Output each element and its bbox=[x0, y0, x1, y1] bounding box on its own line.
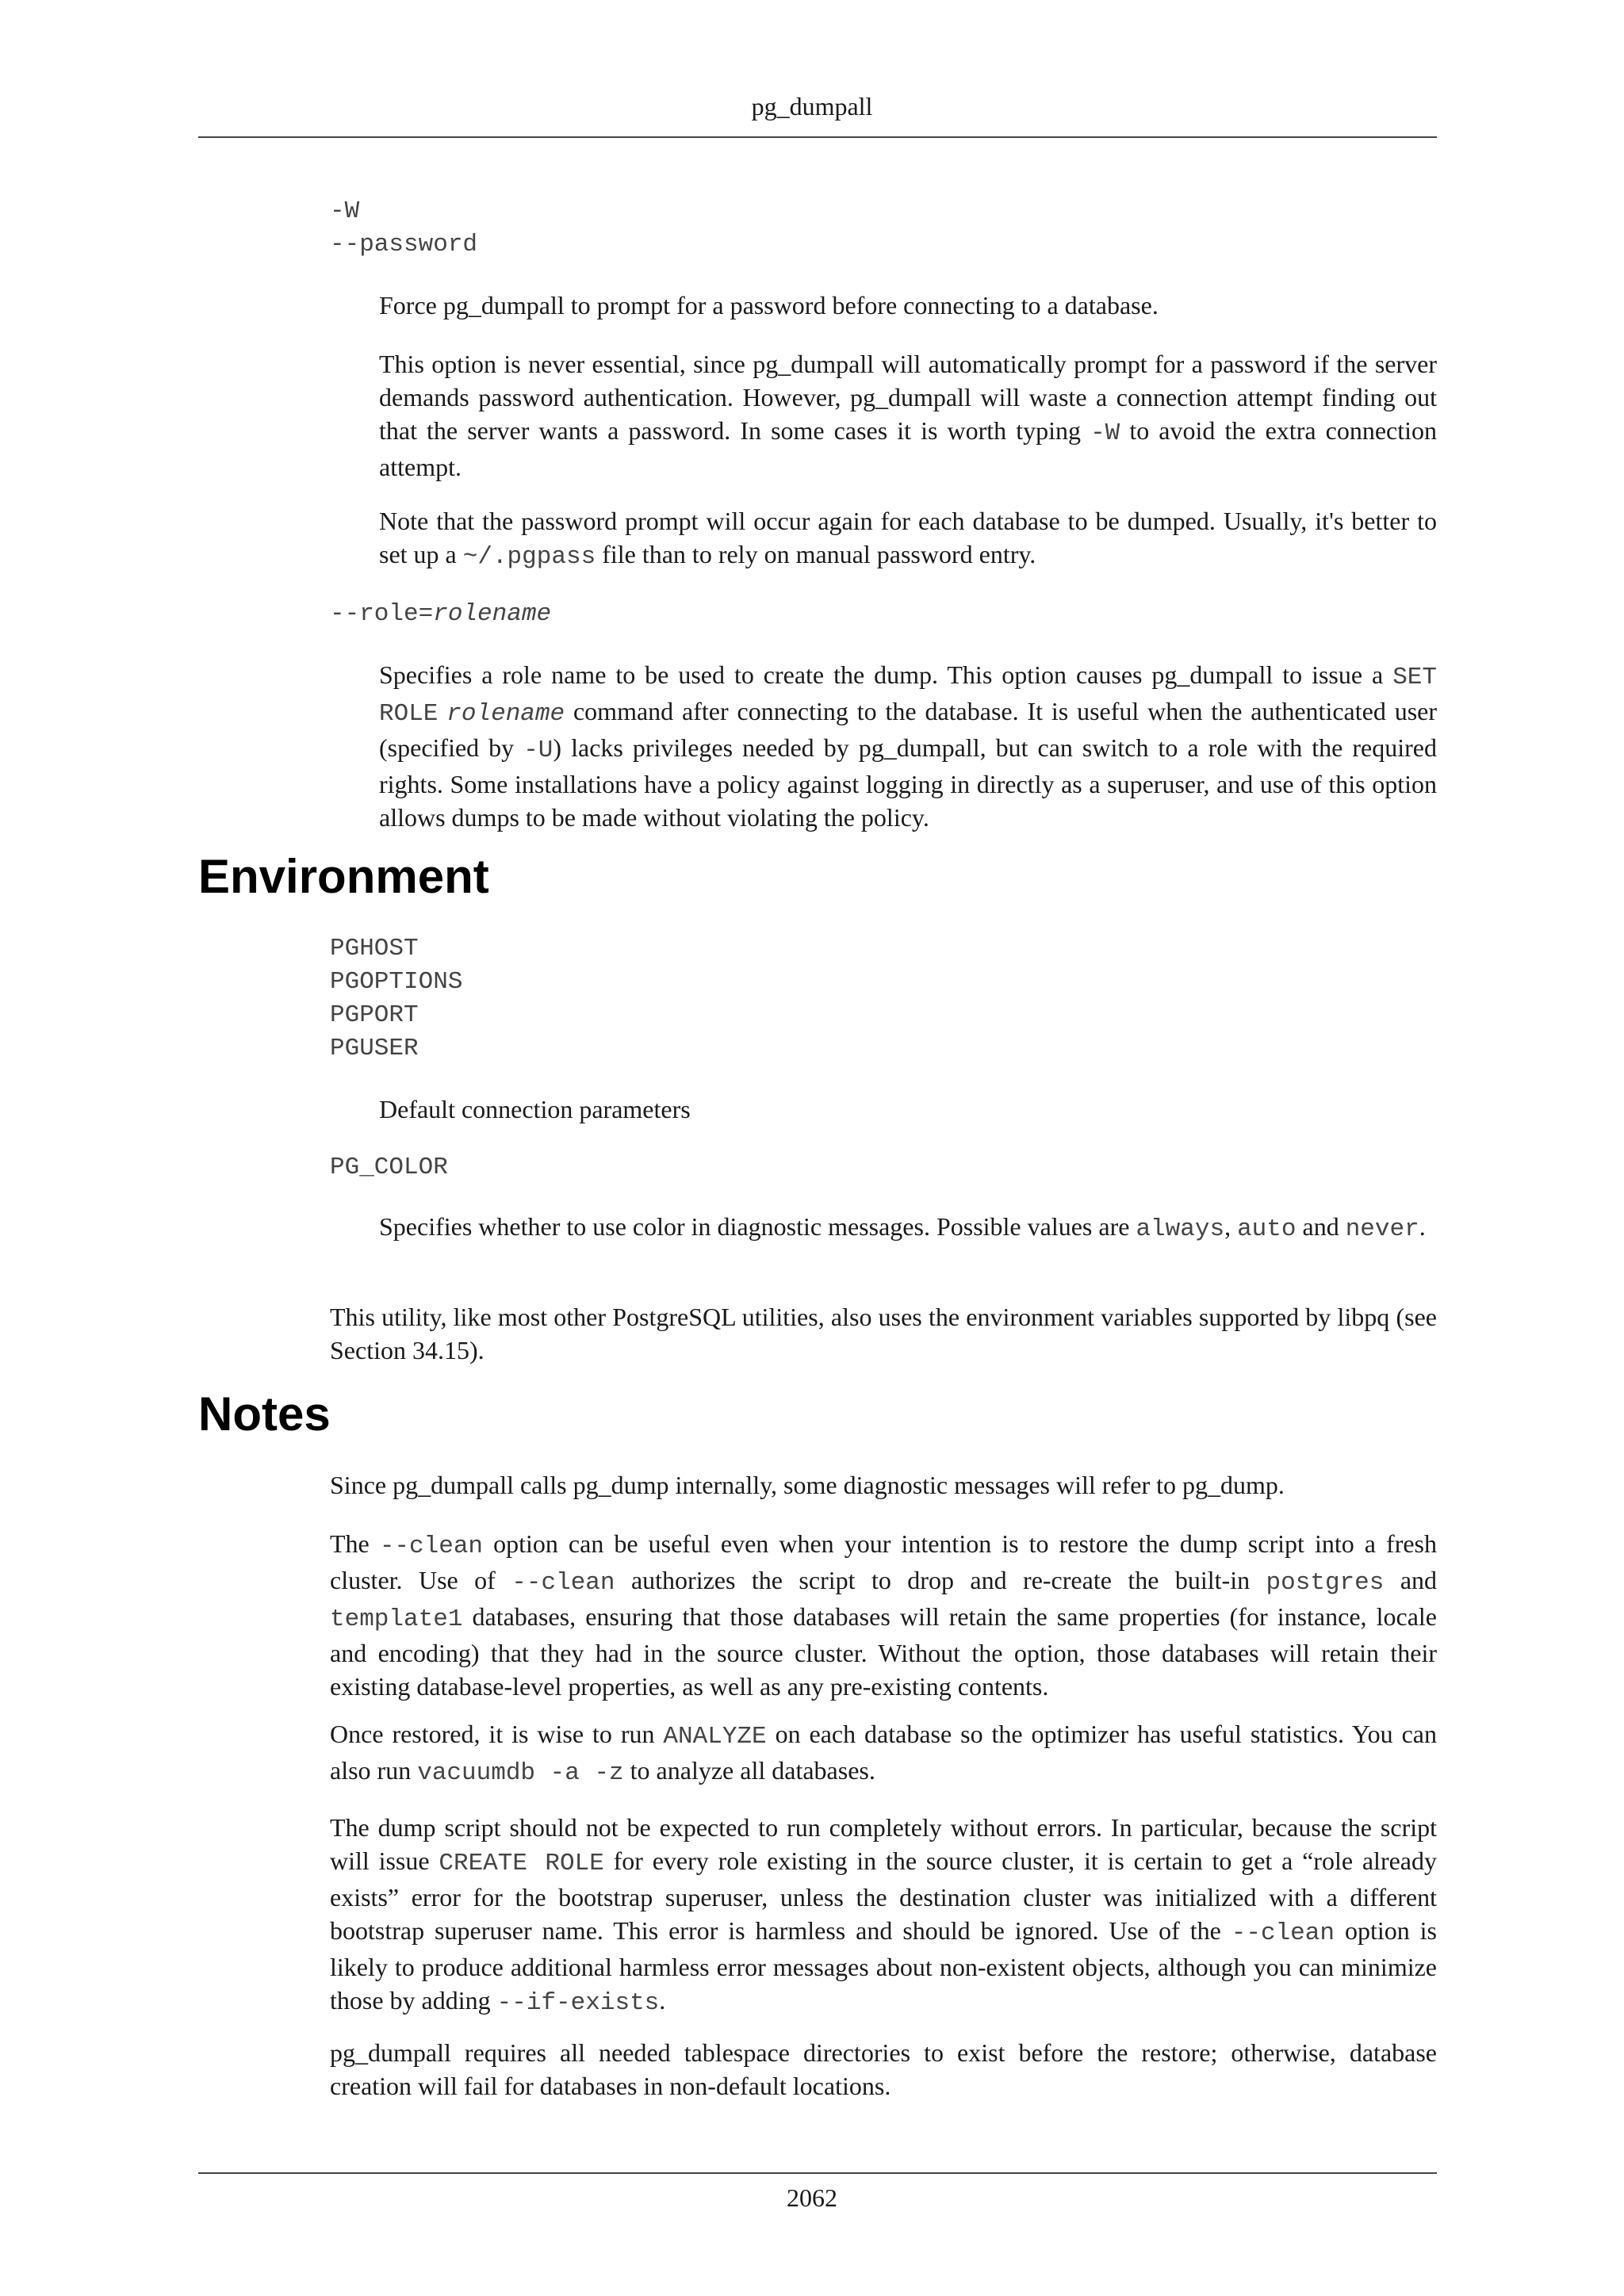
password-description: Force pg_dumpall to prompt for a password before connecting to a database. bbox=[379, 291, 1159, 320]
header-title: pg_dumpall bbox=[751, 92, 873, 121]
notes-paragraph: Since pg_dumpall calls pg_dump internally, some diagnostic messages will refer to pg_dump. bbox=[330, 1471, 1285, 1499]
notes-paragraph: The --clean option can be useful even when your intention is to restore the dump script into a fresh cluster. Use of --clean authorizes the script to drop and re-create the built-in postgres and template1 databases, ensuring that those databases will retain the same properties (for instance, locale and encoding) that they had in the source cluster. Without the option, those databases will retain their existing database-level properties, as well as any pre-existing contents. bbox=[330, 1529, 1438, 1701]
notes-paragraph: The dump script should not be expected to run completely without errors. In particular, because the script will issue CREATE ROLE for every role existing in the source cluster, it is certain to get a “role already exists” error for the bootstrap superuser, unless the destination cluster was initialized with a different bootstrap superuser name. This error is harmless and should be ignored. Use of the --clean option is likely to produce additional harmless error messages about non-existent objects, although you can minimize those by adding --if-exists. bbox=[330, 1813, 1438, 2017]
notes-heading: Notes bbox=[198, 1387, 331, 1441]
option-flag: --password bbox=[330, 231, 478, 258]
option-flag: -W bbox=[330, 197, 360, 225]
option-role-flag: --role=rolename bbox=[330, 600, 552, 628]
environment-closing-paragraph: This utility, like most other PostgreSQL utilities, also uses the environment variables supported by libpq (see Section 34.15). bbox=[330, 1303, 1437, 1364]
header-rule bbox=[198, 136, 1437, 138]
env-var: PGHOST bbox=[330, 935, 419, 962]
password-pgpass-note: Note that the password prompt will occur again for each database to be dumped. Usually, it's better to set up a ~/.pgpass file than to rely on manual password entry. bbox=[379, 507, 1437, 571]
environment-heading: Environment bbox=[198, 850, 489, 903]
env-var: PGUSER bbox=[330, 1035, 419, 1062]
notes-paragraph: Once restored, it is wise to run ANALYZE on each database so the optimizer has useful statistics. You can also run vacuumdb -a -z to analyze all databases. bbox=[330, 1720, 1438, 1787]
environment-variable-list bbox=[330, 932, 462, 1066]
env-var-pg-color: PG_COLOR bbox=[330, 1154, 448, 1181]
option-password-flags bbox=[330, 195, 477, 262]
page-number: 2062 bbox=[787, 2183, 837, 2212]
env-var: PGPORT bbox=[330, 1001, 419, 1029]
role-description: Specifies a role name to be used to create the dump. This option causes pg_dumpall to issue a SET ROLE rolename command after connecting to the database. It is useful when the authenticated user (specified by -U) lacks privileges needed by pg_dumpall, but can switch to a role with the required rights. Some installations have a policy against logging in directly as a superuser, and use of this option allows dumps to be made without violating the policy. bbox=[379, 660, 1438, 832]
env-vars-description: Default connection parameters bbox=[379, 1095, 691, 1123]
pg-color-description: Specifies whether to use color in diagnostic messages. Possible values are always, auto and never. bbox=[379, 1212, 1426, 1243]
env-var: PGOPTIONS bbox=[330, 968, 463, 996]
password-essential-note: This option is never essential, since pg_dumpall will automatically prompt for a password if the server demands password authentication. However, pg_dumpall will waste a connection attempt finding out that the server wants a password. In some cases it is worth typing -W to avoid the extra connection attempt. bbox=[379, 350, 1438, 481]
footer-rule bbox=[198, 2172, 1437, 2174]
notes-paragraph: pg_dumpall requires all needed tablespace directories to exist before the restore; otherwise, database creation will fail for databases in non-default locations. bbox=[330, 2038, 1437, 2100]
